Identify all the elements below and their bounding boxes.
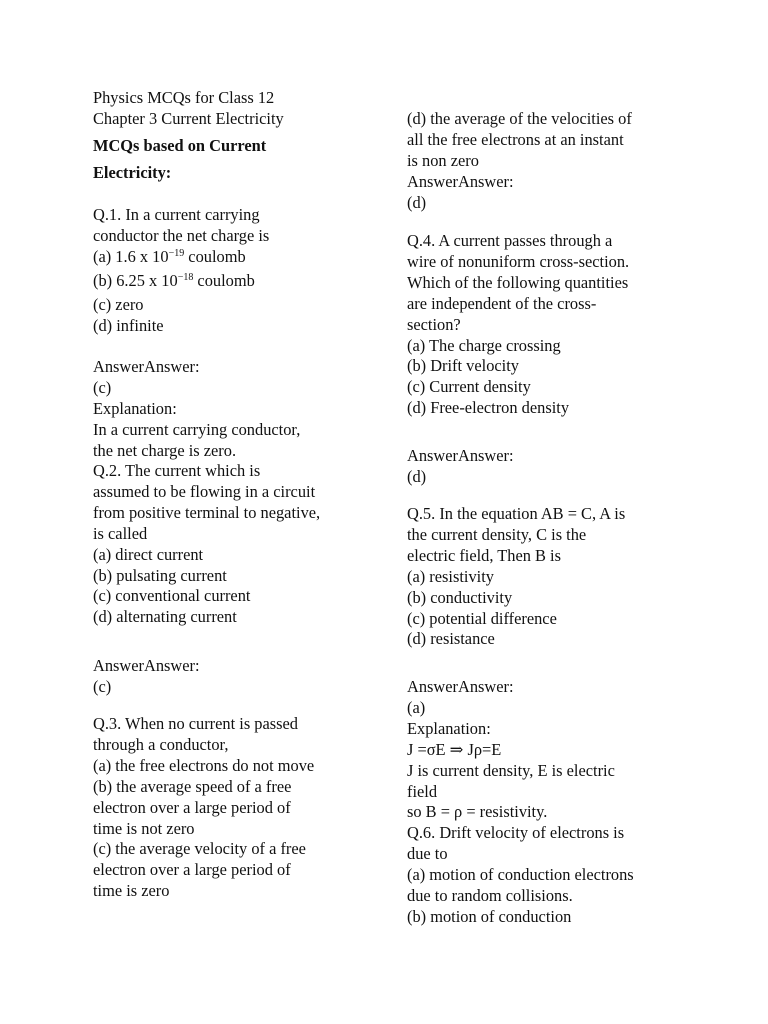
answer-label: AnswerAnswer:: [93, 357, 200, 376]
question-text: Q.1. In a current carrying: [93, 205, 260, 224]
option-c: (c) zero: [93, 294, 144, 314]
section-title-line: MCQs based on Current: [93, 136, 267, 155]
option-a: (a) The charge crossing: [407, 335, 561, 355]
option-b: electron over a large period of: [93, 797, 291, 817]
explanation-text: In a current carrying conductor,: [93, 419, 301, 439]
option-a: (a) the free electrons do not move: [93, 755, 315, 775]
header-line: Physics MCQs for Class 12: [93, 88, 275, 107]
question-line: the current density, C is the: [407, 524, 587, 544]
header-line: Chapter 3 Current Electricity: [93, 108, 284, 128]
explanation-text: so B = ρ = resistivity.: [407, 802, 548, 822]
exponent: −19: [168, 247, 185, 259]
question-line: from positive terminal to negative,: [93, 502, 321, 522]
question-line: electric field, Then B is: [407, 545, 561, 565]
question-3-continued: [407, 109, 632, 214]
question-line: Q.2. The current which is: [93, 461, 261, 480]
section-title-line: Electricity:: [93, 163, 172, 182]
answer-4: [407, 446, 514, 488]
section-title: [93, 132, 266, 186]
option-b: (b) the average speed of a free: [93, 776, 292, 796]
question-line: wire of nonuniform cross-section.: [407, 251, 630, 271]
option-b: (b) conductivity: [407, 587, 513, 607]
option-c: (c) potential difference: [407, 608, 557, 628]
question-text: conductor the net charge is: [93, 225, 270, 245]
option-c: time is zero: [93, 881, 170, 901]
question-line: Q.3. When no current is passed: [93, 714, 298, 733]
question-4: [407, 231, 629, 419]
option-a: (a) motion of conduction electrons: [407, 864, 634, 884]
answer-value: (a): [407, 697, 426, 717]
question-line: due to: [407, 843, 448, 863]
answer-label: AnswerAnswer:: [407, 677, 514, 696]
option-b: (b) pulsating current: [93, 565, 227, 585]
question-5: [407, 504, 625, 650]
option-d: is non zero: [407, 150, 479, 170]
exponent: −18: [177, 271, 194, 283]
option-c: (c) conventional current: [93, 586, 251, 606]
option-b: time is not zero: [93, 818, 195, 838]
explanation-text: field: [407, 781, 438, 801]
answer-value: (d): [407, 192, 427, 212]
question-line: Q.6. Drift velocity of electrons is: [407, 823, 625, 842]
document-header: [93, 88, 284, 130]
option-b: (b) 6.25 x $10^{-18}$ coulomb: [93, 270, 255, 290]
question-3: [93, 714, 314, 902]
question-line: Q.4. A current passes through a: [407, 231, 613, 250]
answer-2: [93, 656, 200, 698]
question-line: assumed to be flowing in a circuit: [93, 481, 316, 501]
question-line: Which of the following quantities: [407, 272, 629, 292]
question-1: [93, 205, 269, 336]
question-2: [93, 461, 320, 628]
option-c: (c) the average velocity of a free: [93, 839, 306, 859]
question-line: is called: [93, 523, 148, 543]
option-a: (a) 1.6 x $10^{-19}$ coulomb: [93, 246, 246, 266]
option-d: (d) alternating current: [93, 607, 237, 627]
option-b: (b) motion of conduction: [407, 906, 572, 926]
answer-value: (c): [93, 377, 112, 397]
explanation-equation: J =σE ⇒ Jρ=E: [407, 739, 502, 759]
answer-value: (c): [93, 676, 112, 696]
answer-1: [93, 357, 300, 462]
answer-label: AnswerAnswer:: [93, 656, 200, 675]
option-d: (d) the average of the velocities of: [407, 109, 632, 128]
option-c: electron over a large period of: [93, 860, 291, 880]
answer-value: (d): [407, 466, 427, 486]
explanation-label: Explanation:: [407, 718, 491, 738]
question-line: Q.5. In the equation AB = C, A is: [407, 504, 626, 523]
option-d: (d) infinite: [93, 315, 164, 335]
explanation-label: Explanation:: [93, 398, 177, 418]
option-d: (d) resistance: [407, 629, 495, 649]
answer-label: AnswerAnswer:: [407, 171, 514, 191]
question-line: section?: [407, 314, 461, 334]
explanation-text: the net charge is zero.: [93, 440, 237, 460]
explanation-text: J is current density, E is electric: [407, 760, 615, 780]
question-line: are independent of the cross-: [407, 293, 597, 313]
option-a: (a) resistivity: [407, 566, 494, 586]
option-a: due to random collisions.: [407, 885, 573, 905]
option-a: (a) direct current: [93, 544, 204, 564]
answer-5: [407, 677, 615, 823]
option-d: (d) Free-electron density: [407, 398, 570, 418]
question-6: [407, 823, 634, 928]
option-c: (c) Current density: [407, 377, 531, 397]
option-b: (b) Drift velocity: [407, 356, 519, 376]
option-d: all the free electrons at an instant: [407, 129, 624, 149]
question-line: through a conductor,: [93, 734, 229, 754]
answer-label: AnswerAnswer:: [407, 446, 514, 465]
